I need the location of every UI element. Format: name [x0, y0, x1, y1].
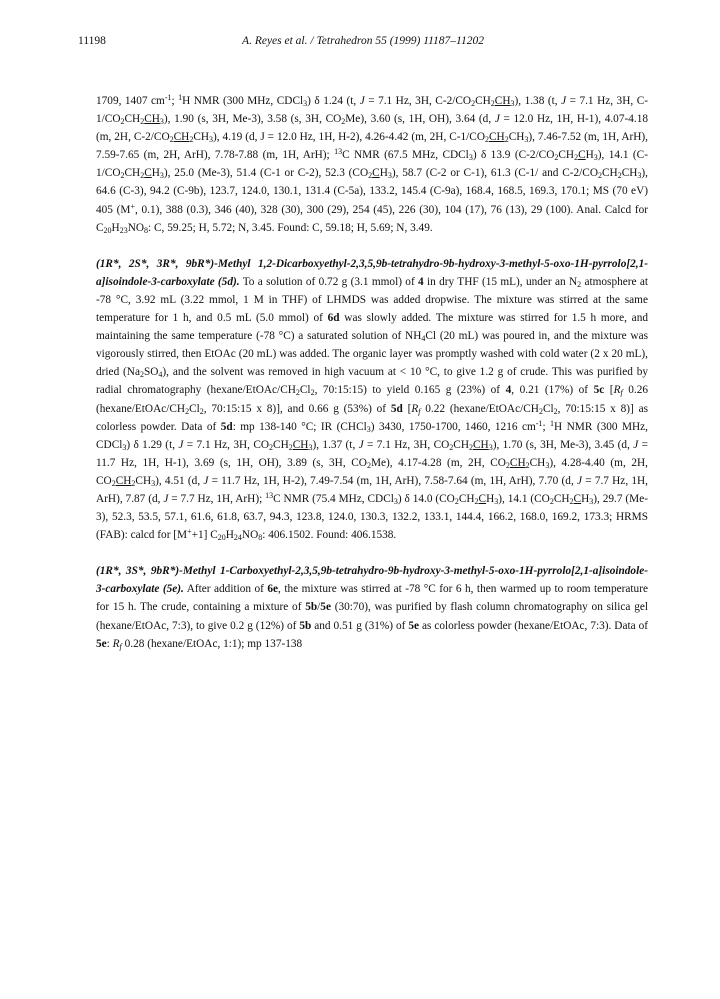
paragraph-5d: (1R*, 2S*, 3R*, 9bR*)-Methyl 1,2-Dicarboxyethyl-2,3,5,9b-tetrahydro-9b-hydroxy-3-methyl-5-oxo-1H-pyrrolo[2,1-a]isoindole-3-carboxylate (5d). To a solution of 0.72 g (3.1 mmol) of 4 in dry THF (15 mL), under an $N_2$ atmosphere at -78 °C, 3.92 mL (3.22 mmol, 1 M in THF) of LHMDS was added dropwise. The mixture was stirred at the same temperature for 1 h, and 0.5 mL (5.0 mmol) of 6d was slowly added. The mixture was stirred for 1.5 h more, and maintaining the same temperature (-78 °C) a saturated solution of $NH_4Cl$ (20 mL) was poured in, and the mixture was vigorously stirred, then EtOAc (20 mL) was added. The organic layer was promptly washed with cold water (2 x 20 mL), dried $(Na_2SO_4)$, and the solvent was removed in high vacuum at < 10 °C, to give 1.2 g of crude. This was purified by radial chromatography ($hexane/EtOAc/CH_2Cl_2$, 70:15:15) to yield 0.165 g (23%) of 4, 0.21 (17%) of 5c [$R_f$ 0.26 ($hexane/EtOAc/CH_2Cl_2$, 70:15:15 x 8)], and 0.66 g (53%) of 5d [$R_f$ 0.22 ($hexane/EtOAc/CH_2Cl_2$, 70:15:15 x 8)] as colorless powder. Data of 5d: mp 138-140 °C; IR (CHCl$_3$) 3430, 1750-1700, 1460, 1216 $cm^{-1}$; $^1$H NMR (300 MHz, CDCl$_3$) δ 1.29 (t, J = 7.1 Hz, 3H, $CO_2CH_2CH_3$), 1.37 (t, J = 7.1 Hz, 3H, $CO_2CH_2CH_3$), 1.70 (s, 3H, Me-3), 3.45 (d, J = 11.7 Hz, 1H, H-1), 3.69 (s, 1H, OH), 3.89 (s, 3H, $CO_2Me$), 4.17-4.28 (m, 2H, $CO_2CH_2CH_3$), 4.28-4.40 (m, 2H, $CO_2CH_2CH_3$), 4.51 (d, J = 11.7 Hz, 1H, H-2), 7.49-7.54 (m, 1H, ArH), 7.58-7.64 (m, 1H, ArH), 7.70 (d, J = 7.7 Hz, 1H, ArH), 7.87 (d, J = 7.7 Hz, 1H, ArH); $^{13}$C NMR (75.4 MHz, CDCl$_3$) δ 14.0 $(CO_2CH_2CH_3)$, 14.1 $(CO_2CH_2CH_3)$, 29.7 (Me-3), 52.3, 53.5, 57.1, 61.6, 61.8, 63.7, 94.3, 123.8, 124.0, 130.3, 132.2, 133.1, 144.4, 166.2, 168.0, 169.2, 173.3; HRMS (FAB): calcd for [M++1] $C_{20}H_{24}NO_8$: 406.1502. Found: 406.1538.: [96, 257, 649, 543]
compound-title-5e: (1R*, 3S*, 9bR*)-Methyl 1-Carboxyethyl-2,3,5,9b-tetrahydro-9b-hydroxy-3-methyl-5-oxo-1H-pyrrolo[2,1-a]isoindole-3-carboxylate (5e).: [96, 565, 648, 596]
article-body: [96, 92, 648, 653]
paragraph-5e: (1R*, 3S*, 9bR*)-Methyl 1-Carboxyethyl-2,3,5,9b-tetrahydro-9b-hydroxy-3-methyl-5-oxo-1H-pyrrolo[2,1-a]isoindole-3-carboxylate (5e). After addition of 6e, the mixture was stirred at -78 °C for 6 h, then warmed up to room temperature for 15 h. The crude, containing a mixture of 5b/5e (30:70), was purified by flash column chromatography on silica gel (hexane/EtOAc, 7:3), to give 0.2 g (12%) of 5b and 0.51 g (31%) of 5e as colorless powder (hexane/EtOAc, 7:3). Data of 5e: $R_f$ 0.28 (hexane/EtOAc, 1:1); mp 137-138: [96, 565, 648, 651]
running-title: A. Reyes et al. / Tetrahedron 55 (1999) 11187–11202: [242, 35, 484, 47]
page-header: [78, 33, 648, 49]
paragraph-5c-data: 1709, 1407 $cm^{-1}$; $^1$H NMR (300 MHz, CDCl$_3$) δ 1.24 (t, J = 7.1 Hz, 3H, $C-2/CO_2CH_2CH_3$), 1.38 (t, J = 7.1 Hz, 3H, $C-1/CO_2CH_2CH_3$), 1.90 (s, 3H, Me-3), 3.58 (s, 3H, $CO_2Me$), 3.60 (s, 1H, OH), 3.64 (d, J = 12.0 Hz, 1H, H-1), 4.07-4.18 (m, 2H, $C-2/CO_2CH_2CH_3$), 4.19 (d, J = 12.0 Hz, 1H, H-2), 4.26-4.42 (m, 2H, $C-1/CO_2CH_2CH_3$), 7.46-7.52 (m, 1H, ArH), 7.59-7.65 (m, 2H, ArH), 7.78-7.88 (m, 1H, ArH); $^{13}$C NMR (67.5 MHz, CDCl$_3$) δ 13.9 $(C-2/CO_2CH_2CH_3)$, 14.1 $(C-1/CO_2CH_2CH_3)$, 25.0 (Me-3), 51.4 (C-1 or C-2), 52.3 $(CO_2CH_3)$, 58.7 (C-2 or C-1), 61.3 (C-1/ and $C-2/CO_2CH_2CH_3$), 64.6 (C-3), 94.2 (C-9b), 123.7, 124.0, 130.1, 131.4 (C-5a), 133.2, 145.4 (C-9a), 168.4, 168.5, 169.3, 170.1; MS (70 eV) 405 (M+, 0.1), 388 (0.3), 346 (40), 328 (30), 300 (29), 254 (45), 226 (30), 104 (17), 76 (13), 29 (100). Anal. Calcd for $C_{20}H_{23}NO_8$: C, 59.25; H, 5.72; N, 3.45. Found: C, 59.18; H, 5.69; N, 3.49.: [96, 93, 648, 235]
page-number: 11198: [78, 35, 106, 47]
compound-title-5d: (1R*, 2S*, 3R*, 9bR*)-Methyl 1,2-Dicarboxyethyl-2,3,5,9b-tetrahydro-9b-hydroxy-3-methyl-5-oxo-1H-pyrrolo[2,1-a]isoindole-3-carboxylate (5d).: [96, 257, 648, 288]
